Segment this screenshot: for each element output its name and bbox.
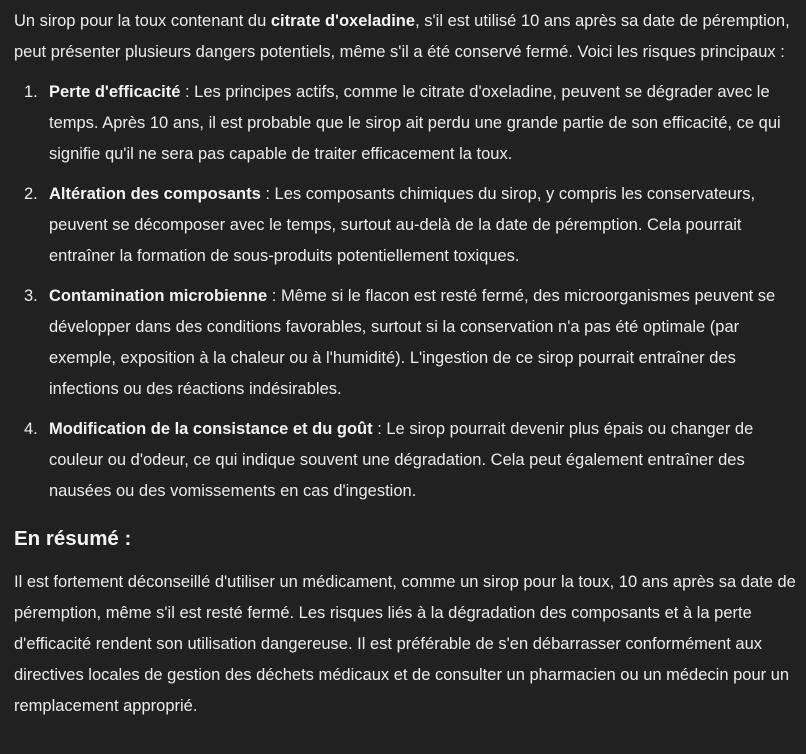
list-item bbox=[14, 179, 796, 272]
intro-bold-term: citrate d'oxeladine bbox=[270, 12, 416, 30]
list-item-text: : Les principes actifs, comme le citrate d'oxeladine, peuvent se dégrader avec le temps. Après 10 ans, il est probable que le sirop ait perdu une grande partie de son efficacité, ce qui signifie qu'il ne sera pas capable de traiter efficacement la toux. bbox=[49, 83, 781, 163]
list-item-number: 3. bbox=[24, 287, 38, 305]
list-item-text: : Le sirop pourrait devenir plus épais ou changer de couleur ou d'odeur, ce qui indique souvent une dégradation. Cela peut également entraîner des nausées ou des vomissements en cas d'ingestion. bbox=[49, 420, 754, 500]
risk-list bbox=[14, 77, 796, 507]
list-item-title: Altération des composants bbox=[49, 185, 261, 203]
list-item-title: Contamination microbienne bbox=[49, 287, 268, 305]
summary-heading: En résumé : bbox=[14, 527, 132, 550]
list-item-title: Modification de la consistance et du goût bbox=[49, 420, 373, 438]
intro-paragraph bbox=[14, 6, 796, 68]
list-item bbox=[14, 281, 796, 405]
list-item-number: 4. bbox=[24, 420, 38, 438]
intro-text-after: , s'il est utilisé 10 ans après sa date de péremption, peut présenter plusieurs dangers potentiels, même s'il a été conservé fermé. Voici les risques principaux : bbox=[14, 12, 790, 61]
intro-text-before: Un sirop pour la toux contenant du bbox=[14, 12, 271, 30]
assistant-message bbox=[14, 6, 796, 722]
summary-paragraph: Il est fortement déconseillé d'utiliser un médicament, comme un sirop pour la toux, 10 ans après sa date de péremption, même s'il est resté fermé. Les risques liés à la dégradation des composants et à la perte d'efficacité rendent son utilisation dangereuse. Il est préférable de s'en débarrasser conformément aux directives locales de gestion des déchets médicaux et de consulter un pharmacien ou un médecin pour un remplacement approprié. bbox=[14, 573, 796, 715]
list-item-title: Perte d'efficacité bbox=[49, 83, 181, 101]
list-item bbox=[14, 77, 796, 170]
list-item-number: 1. bbox=[24, 83, 38, 101]
list-item bbox=[14, 414, 796, 507]
list-item-text: : Même si le flacon est resté fermé, des microorganismes peuvent se développer dans des conditions favorables, surtout si la conservation n'a pas été optimale (par exemple, exposition à la chaleur ou à l'humidité). L'ingestion de ce sirop pourrait entraîner des infections ou des réactions indésirables. bbox=[49, 287, 776, 398]
list-item-text: : Les composants chimiques du sirop, y compris les conservateurs, peuvent se décomposer avec le temps, surtout au-delà de la date de péremption. Cela pourrait entraîner la formation de sous-produits potentiellement toxiques. bbox=[49, 185, 756, 265]
list-item-number: 2. bbox=[24, 185, 38, 203]
